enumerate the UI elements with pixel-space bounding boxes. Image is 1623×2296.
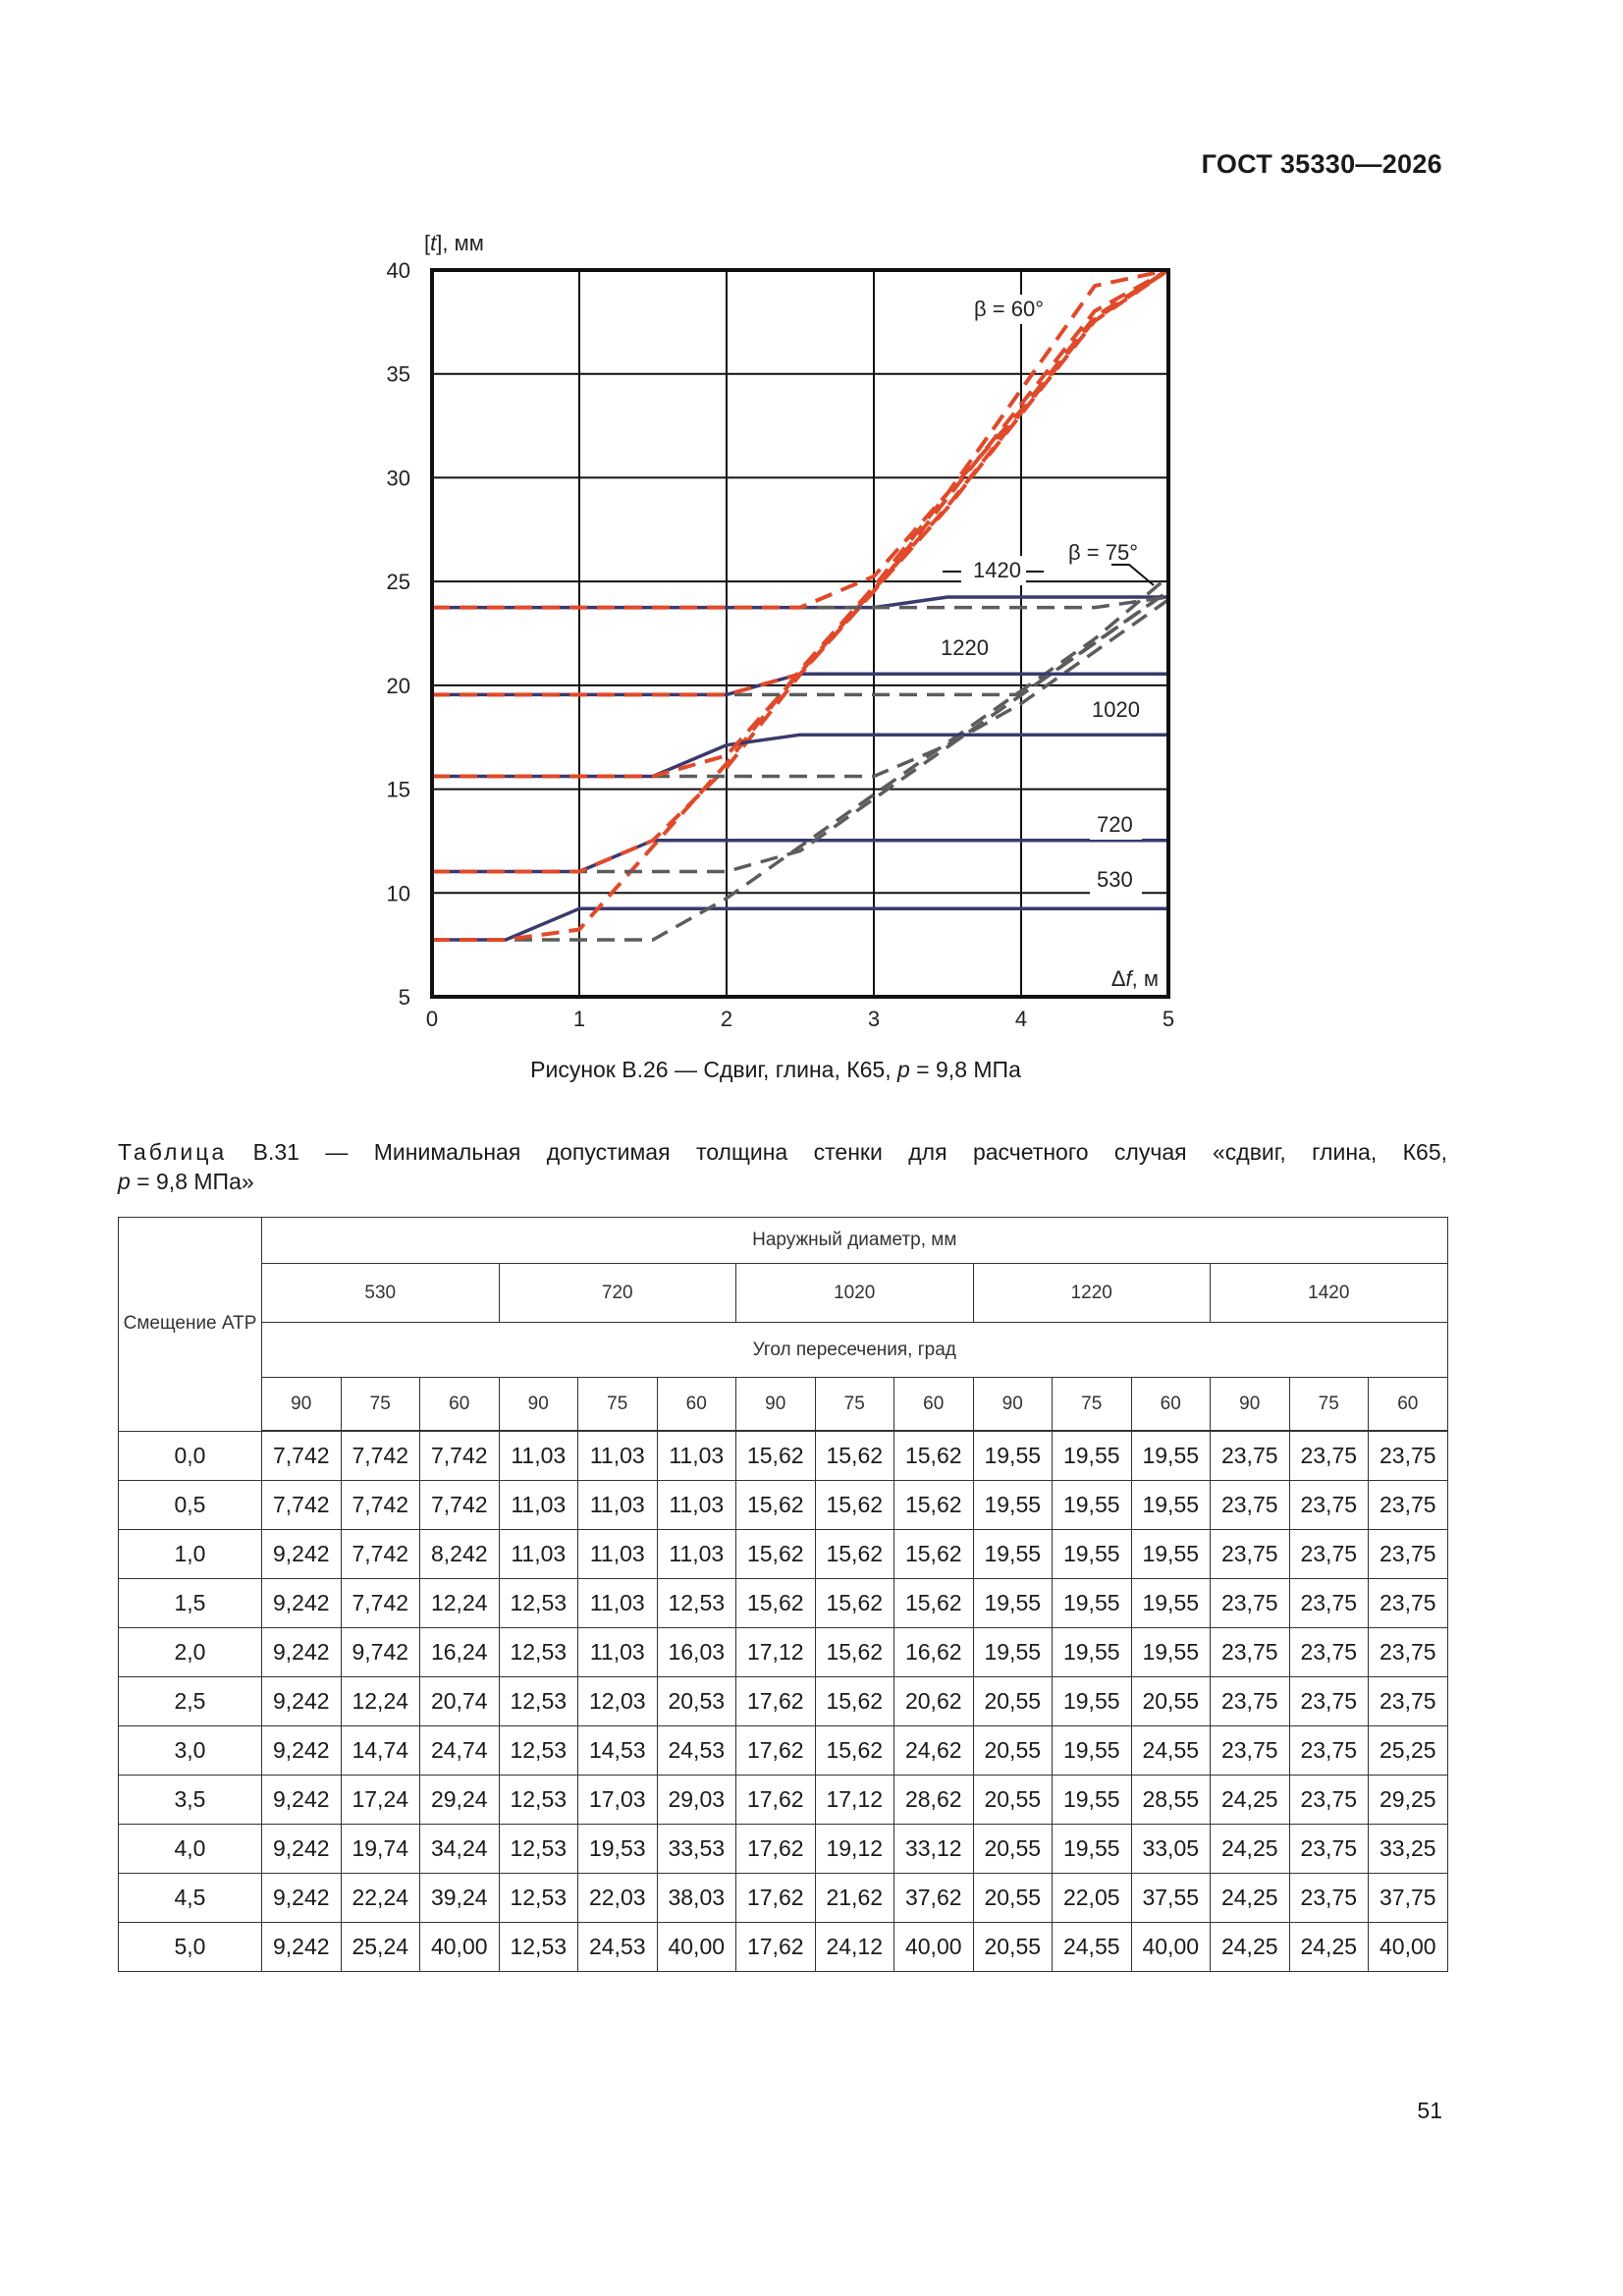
- header-angle-value: 75: [1053, 1378, 1132, 1432]
- table-cell: 15,62: [815, 1628, 894, 1677]
- table-cell: 19,55: [1131, 1431, 1211, 1481]
- table-cell: 19,55: [973, 1579, 1053, 1628]
- header-angle-value: 60: [657, 1378, 736, 1432]
- header-angle-value: 60: [420, 1378, 500, 1432]
- table-cell: 19,53: [578, 1825, 658, 1874]
- table-cell: 7,742: [341, 1530, 420, 1579]
- table-cell: 40,00: [657, 1923, 736, 1972]
- header-diameter: 1020: [736, 1264, 974, 1323]
- table-cell: 19,55: [973, 1530, 1053, 1579]
- table-cell: 23,75: [1211, 1677, 1290, 1726]
- series-line-1220-60: [432, 270, 1168, 694]
- table-cell: 19,55: [1053, 1481, 1132, 1530]
- row-offset: 0,5: [119, 1481, 262, 1530]
- series-line-1020-60: [432, 270, 1168, 777]
- table-cell: 20,55: [973, 1825, 1053, 1874]
- annotation-530: 530: [1097, 867, 1133, 892]
- header-angle-value: 75: [815, 1378, 894, 1432]
- table-cell: 11,03: [578, 1579, 658, 1628]
- table-cell: 29,25: [1369, 1776, 1448, 1825]
- table-cell: 22,03: [578, 1874, 658, 1923]
- table-cell: 19,55: [973, 1431, 1053, 1481]
- table-cell: 7,742: [341, 1431, 420, 1481]
- y-axis-label: [t], мм: [424, 231, 484, 255]
- table-cell: 23,75: [1369, 1579, 1448, 1628]
- figure-caption: [0, 1057, 1551, 1083]
- table-cell: 11,03: [499, 1431, 578, 1481]
- table-cell: 17,12: [815, 1776, 894, 1825]
- table-cell: 23,75: [1289, 1776, 1369, 1825]
- header-angle-value: 75: [341, 1378, 420, 1432]
- figure-caption-prefix: Рисунок В.26 — Сдвиг, глина, К65,: [530, 1057, 897, 1082]
- table-cell: 21,62: [815, 1874, 894, 1923]
- table-cell: 7,742: [341, 1579, 420, 1628]
- table-cell: 14,53: [578, 1726, 658, 1776]
- x-tick-label: 3: [867, 1007, 881, 1031]
- y-tick-label: 30: [386, 465, 410, 491]
- table-cell: 9,242: [262, 1530, 342, 1579]
- table-cell: 9,242: [262, 1579, 342, 1628]
- y-tick-label: 25: [386, 570, 410, 595]
- table-cell: 40,00: [420, 1923, 500, 1972]
- table-cell: 20,55: [973, 1923, 1053, 1972]
- header-angle-value: 90: [262, 1378, 342, 1432]
- table-cell: 24,25: [1211, 1825, 1290, 1874]
- table-cell: 15,62: [815, 1431, 894, 1481]
- row-offset: 1,5: [119, 1579, 262, 1628]
- table-cell: 19,55: [1131, 1481, 1211, 1530]
- table-cell: 29,03: [657, 1776, 736, 1825]
- table-cell: 34,24: [420, 1825, 500, 1874]
- table-cell: 23,75: [1289, 1825, 1369, 1874]
- table-cell: 23,75: [1289, 1874, 1369, 1923]
- table-cell: 24,25: [1289, 1923, 1369, 1972]
- table-cell: 24,53: [578, 1923, 658, 1972]
- row-offset: 1,0: [119, 1530, 262, 1579]
- y-tick-label: 15: [386, 777, 410, 802]
- header-angle-value: 60: [1131, 1378, 1211, 1432]
- table-cell: 19,55: [1053, 1825, 1132, 1874]
- y-tick-label: 40: [386, 258, 410, 283]
- table-cell: 17,62: [736, 1874, 816, 1923]
- document-code: ГОСТ 35330—2026: [1201, 149, 1442, 179]
- table-cell: 28,62: [894, 1776, 974, 1825]
- table-cell: 9,242: [262, 1874, 342, 1923]
- table-cell: 38,03: [657, 1874, 736, 1923]
- table-cell: 24,62: [894, 1726, 974, 1776]
- table-cell: 7,742: [420, 1431, 500, 1481]
- table-cell: 37,75: [1369, 1874, 1448, 1923]
- header-angle-value: 75: [578, 1378, 658, 1432]
- table-cell: 16,24: [420, 1628, 500, 1677]
- table-cell: 11,03: [578, 1481, 658, 1530]
- table-cell: 24,53: [657, 1726, 736, 1776]
- chart-frame: [432, 270, 1168, 997]
- table-cell: 22,24: [341, 1874, 420, 1923]
- table-cell: 12,53: [499, 1677, 578, 1726]
- table-cell: 9,242: [262, 1628, 342, 1677]
- table-row: [119, 1825, 1448, 1874]
- table-cell: 19,55: [973, 1481, 1053, 1530]
- table-cell: 11,03: [499, 1481, 578, 1530]
- table-cell: 11,03: [657, 1481, 736, 1530]
- table-cell: 12,24: [420, 1579, 500, 1628]
- table-cell: 15,62: [894, 1530, 974, 1579]
- table-cell: 24,55: [1131, 1726, 1211, 1776]
- x-tick-label: 5: [1162, 1007, 1175, 1031]
- table-cell: 15,62: [736, 1481, 816, 1530]
- table-row: [119, 1628, 1448, 1677]
- table-cell: 23,75: [1211, 1431, 1290, 1481]
- table-cell: 23,75: [1289, 1726, 1369, 1776]
- series-line-1020-75: [432, 600, 1168, 777]
- table-cell: 19,55: [1053, 1677, 1132, 1726]
- table-cell: 20,55: [973, 1776, 1053, 1825]
- thickness-chart: [373, 226, 1198, 1046]
- table-cell: 15,62: [815, 1579, 894, 1628]
- table-cell: 24,12: [815, 1923, 894, 1972]
- series-line-720-60: [432, 270, 1168, 872]
- table-cell: 12,53: [499, 1776, 578, 1825]
- table-cell: 19,55: [1053, 1530, 1132, 1579]
- plot-frame: [432, 270, 1168, 997]
- series-line-1020-90: [432, 735, 1168, 776]
- header-angle-value: 60: [1369, 1378, 1448, 1432]
- table-cell: 7,742: [262, 1481, 342, 1530]
- table-cell: 23,75: [1369, 1431, 1448, 1481]
- y-tick-label: 35: [386, 361, 410, 387]
- table-row: [119, 1530, 1448, 1579]
- table-cell: 15,62: [736, 1530, 816, 1579]
- table-cell: 11,03: [657, 1431, 736, 1481]
- table-cell: 17,62: [736, 1726, 816, 1776]
- table-cell: 7,742: [420, 1481, 500, 1530]
- table-cell: 40,00: [1131, 1923, 1211, 1972]
- table-cell: 14,74: [341, 1726, 420, 1776]
- table-row: [119, 1431, 1448, 1481]
- table-cell: 33,53: [657, 1825, 736, 1874]
- table-cell: 29,24: [420, 1776, 500, 1825]
- header-diameter: 720: [499, 1264, 736, 1323]
- table-cell: 12,53: [499, 1579, 578, 1628]
- table-cell: 23,75: [1369, 1628, 1448, 1677]
- table-cell: 17,03: [578, 1776, 658, 1825]
- table-cell: 23,75: [1289, 1530, 1369, 1579]
- header-angle-value: 90: [499, 1378, 578, 1432]
- annotation-1220: 1220: [941, 635, 989, 660]
- table-cell: 23,75: [1289, 1677, 1369, 1726]
- table-cell: 20,74: [420, 1677, 500, 1726]
- table-cell: 11,03: [578, 1431, 658, 1481]
- table-cell: 33,25: [1369, 1825, 1448, 1874]
- table-cell: 22,05: [1053, 1874, 1132, 1923]
- table-row: [119, 1874, 1448, 1923]
- header-angle-value: 60: [894, 1378, 974, 1432]
- table-cell: 17,62: [736, 1776, 816, 1825]
- table-cell: 15,62: [894, 1481, 974, 1530]
- figure-caption-p: p: [897, 1057, 910, 1082]
- table-cell: 33,12: [894, 1825, 974, 1874]
- figure-caption-suffix: = 9,8 МПа: [909, 1057, 1021, 1082]
- table-cell: 19,55: [1053, 1628, 1132, 1677]
- table-cell: 17,24: [341, 1776, 420, 1825]
- table-cell: 24,74: [420, 1726, 500, 1776]
- table-row: [119, 1481, 1448, 1530]
- header-outer-diameter: Наружный диаметр, мм: [262, 1218, 1448, 1264]
- chart-grid: [432, 270, 1168, 997]
- table-cell: 23,75: [1369, 1677, 1448, 1726]
- table-cell: 7,742: [341, 1481, 420, 1530]
- table-cell: 20,55: [973, 1677, 1053, 1726]
- table-caption-word: Таблица: [118, 1139, 228, 1165]
- table-cell: 9,242: [262, 1776, 342, 1825]
- table-cell: 19,55: [1053, 1431, 1132, 1481]
- table-cell: 9,242: [262, 1677, 342, 1726]
- table-cell: 12,53: [499, 1628, 578, 1677]
- table-cell: 24,25: [1211, 1923, 1290, 1972]
- row-offset: 0,0: [119, 1431, 262, 1481]
- row-offset: 3,0: [119, 1726, 262, 1776]
- table-cell: 12,53: [499, 1874, 578, 1923]
- table-cell: 12,53: [499, 1825, 578, 1874]
- row-offset: 4,0: [119, 1825, 262, 1874]
- table-cell: 37,55: [1131, 1874, 1211, 1923]
- chart-series: [432, 270, 1168, 940]
- table-cell: 20,55: [973, 1874, 1053, 1923]
- table-cell: 19,74: [341, 1825, 420, 1874]
- table-cell: 23,75: [1289, 1628, 1369, 1677]
- annotation-720: 720: [1097, 812, 1133, 837]
- header-angle-value: 90: [1211, 1378, 1290, 1432]
- table-cell: 12,03: [578, 1677, 658, 1726]
- table-cell: 15,62: [894, 1431, 974, 1481]
- table-cell: 8,242: [420, 1530, 500, 1579]
- table-cell: 23,75: [1369, 1530, 1448, 1579]
- chart-labels: [424, 231, 1164, 991]
- table-cell: 24,55: [1053, 1923, 1132, 1972]
- table-cell: 19,55: [973, 1628, 1053, 1677]
- annotation-beta-75: β = 75°: [1068, 540, 1138, 565]
- table-cell: 15,62: [815, 1481, 894, 1530]
- table-cell: 20,62: [894, 1677, 974, 1726]
- y-tick-label: 20: [386, 673, 410, 698]
- header-angle-value: 75: [1289, 1378, 1369, 1432]
- table-cell: 17,62: [736, 1677, 816, 1726]
- table-cell: 23,75: [1289, 1579, 1369, 1628]
- table-cell: 37,62: [894, 1874, 974, 1923]
- x-tick-label: 2: [720, 1007, 733, 1031]
- row-offset: 2,0: [119, 1628, 262, 1677]
- table-caption-p: p: [118, 1169, 131, 1194]
- header-diameter: 1420: [1211, 1264, 1448, 1323]
- page-number: 51: [1417, 2098, 1442, 2123]
- y-tick-label: 5: [398, 985, 410, 1010]
- series-line-720-75: [432, 591, 1168, 871]
- table-cell: 39,24: [420, 1874, 500, 1923]
- table-cell: 11,03: [578, 1628, 658, 1677]
- table-cell: 11,03: [578, 1530, 658, 1579]
- x-axis-label: Δf, м: [1110, 966, 1159, 991]
- table-cell: 12,53: [499, 1726, 578, 1776]
- table-cell: 23,75: [1211, 1579, 1290, 1628]
- table-row: [119, 1726, 1448, 1776]
- thickness-table: [118, 1217, 1448, 1972]
- table-cell: 15,62: [894, 1579, 974, 1628]
- table-cell: 17,12: [736, 1628, 816, 1677]
- table-cell: 9,242: [262, 1923, 342, 1972]
- table-cell: 19,55: [1053, 1726, 1132, 1776]
- table-cell: 23,75: [1211, 1481, 1290, 1530]
- header-angle-value: 90: [736, 1378, 816, 1432]
- table-cell: 15,62: [815, 1677, 894, 1726]
- x-tick-label: 4: [1014, 1007, 1028, 1031]
- table-cell: 23,75: [1369, 1481, 1448, 1530]
- table-row: [119, 1923, 1448, 1972]
- annotation-1420: 1420: [973, 558, 1021, 582]
- table-row: [119, 1677, 1448, 1726]
- table-cell: 23,75: [1289, 1431, 1369, 1481]
- table-cell: 19,55: [1131, 1579, 1211, 1628]
- row-offset: 5,0: [119, 1923, 262, 1972]
- table-cell: 12,53: [499, 1923, 578, 1972]
- table-cell: 24,25: [1211, 1874, 1290, 1923]
- table-cell: 9,242: [262, 1825, 342, 1874]
- table-cell: 20,55: [1131, 1677, 1211, 1726]
- table-cell: 33,05: [1131, 1825, 1211, 1874]
- row-offset: 2,5: [119, 1677, 262, 1726]
- table-caption-line2-rest: = 9,8 МПа»: [130, 1169, 254, 1194]
- table-cell: 19,55: [1053, 1579, 1132, 1628]
- table-cell: 23,75: [1211, 1628, 1290, 1677]
- annotation-beta-60: β = 60°: [974, 297, 1044, 321]
- header-diameter: 530: [262, 1264, 500, 1323]
- table-caption-line2: [118, 1167, 254, 1196]
- row-offset: 4,5: [119, 1874, 262, 1923]
- table-cell: 19,55: [1053, 1776, 1132, 1825]
- table-cell: 17,62: [736, 1825, 816, 1874]
- table-cell: 15,62: [736, 1579, 816, 1628]
- table-cell: 16,03: [657, 1628, 736, 1677]
- table-cell: 12,24: [341, 1677, 420, 1726]
- table-cell: 19,55: [1131, 1530, 1211, 1579]
- table-cell: 19,12: [815, 1825, 894, 1874]
- table-cell: 25,25: [1369, 1726, 1448, 1776]
- table-cell: 40,00: [894, 1923, 974, 1972]
- table-cell: 23,75: [1211, 1726, 1290, 1776]
- table-cell: 20,53: [657, 1677, 736, 1726]
- table-cell: 7,742: [262, 1431, 342, 1481]
- table-caption-text: В.31 — Минимальная допустимая толщина стенки для расчетного случая «сдвиг, глина, К65,: [227, 1139, 1447, 1165]
- table-cell: 17,62: [736, 1923, 816, 1972]
- table-cell: 15,62: [815, 1530, 894, 1579]
- table-cell: 23,75: [1289, 1481, 1369, 1530]
- table-cell: 12,53: [657, 1579, 736, 1628]
- series-line-530-75: [432, 576, 1168, 940]
- table-cell: 9,742: [341, 1628, 420, 1677]
- header-angle-value: 90: [973, 1378, 1053, 1432]
- row-offset: 3,5: [119, 1776, 262, 1825]
- table-row: [119, 1776, 1448, 1825]
- x-tick-label: 0: [425, 1007, 439, 1031]
- table-cell: 25,24: [341, 1923, 420, 1972]
- table-cell: 11,03: [499, 1530, 578, 1579]
- y-tick-label: 10: [386, 881, 410, 906]
- table-row: [119, 1579, 1448, 1628]
- table-cell: 20,55: [973, 1726, 1053, 1776]
- table-cell: 9,242: [262, 1726, 342, 1776]
- row-header-offset: Смещение АТР: [119, 1218, 262, 1432]
- header-diameter: 1220: [973, 1264, 1211, 1323]
- table-cell: 16,62: [894, 1628, 974, 1677]
- table-cell: 15,62: [736, 1431, 816, 1481]
- table-caption: [118, 1137, 1447, 1167]
- table-cell: 19,55: [1131, 1628, 1211, 1677]
- table-cell: 28,55: [1131, 1776, 1211, 1825]
- table-cell: 24,25: [1211, 1776, 1290, 1825]
- table-cell: 15,62: [815, 1726, 894, 1776]
- header-angle: Угол пересечения, град: [262, 1323, 1448, 1378]
- table-cell: 40,00: [1369, 1923, 1448, 1972]
- table-cell: 11,03: [657, 1530, 736, 1579]
- annotation-1020: 1020: [1092, 697, 1140, 722]
- table-cell: 23,75: [1211, 1530, 1290, 1579]
- x-tick-label: 1: [572, 1007, 586, 1031]
